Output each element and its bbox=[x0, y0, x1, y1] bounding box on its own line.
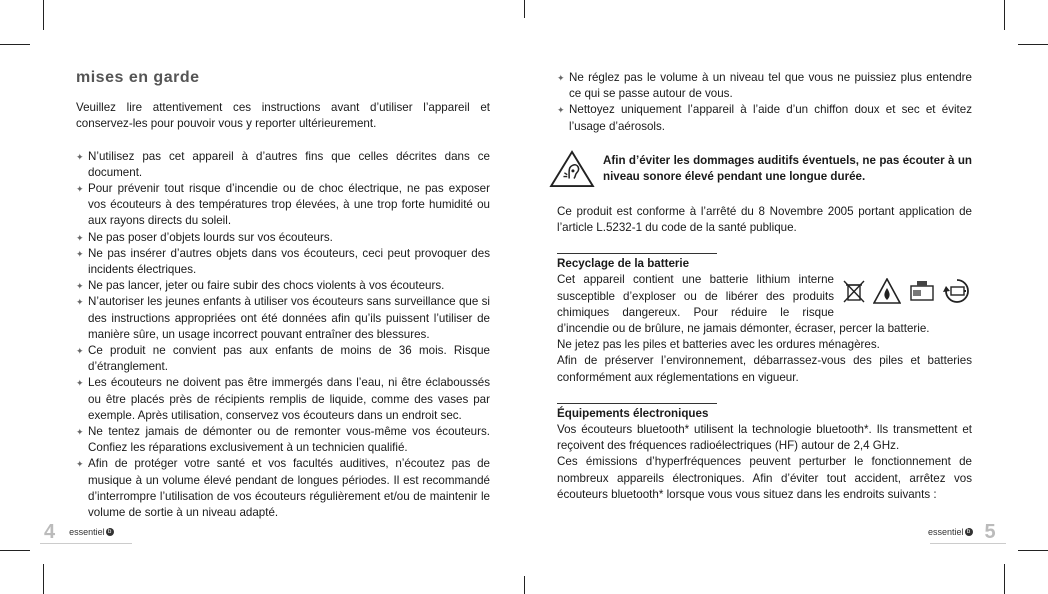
crop-mark bbox=[1018, 550, 1048, 551]
list-item: ✦ Ne réglez pas le volume à un niveau tel que vous ne puissiez plus entendre ce qui se passe autour de vous. bbox=[557, 71, 972, 101]
bullet-icon: ✦ bbox=[557, 73, 565, 83]
right-page bbox=[557, 70, 972, 503]
list-item: ✦ Ne tentez jamais de démonter ou de remonter vous-même vos écouteurs. Confiez les réparations exclusivement à un technicien qualifié. bbox=[76, 425, 490, 455]
bullet-icon: ✦ bbox=[76, 378, 84, 389]
warning-list-continued bbox=[557, 70, 972, 135]
battery-paragraph-2: Ne jetez pas les piles et batteries avec les ordures ménagères. bbox=[557, 338, 880, 352]
battery-symbol-icon bbox=[909, 278, 935, 304]
brand-logo-icon: b bbox=[106, 528, 114, 536]
list-item: ✦ Nettoyez uniquement l’appareil à l’aide d’un chiffon doux et sec et évitez l’usage d’aérosols. bbox=[557, 103, 972, 133]
bullet-icon: ✦ bbox=[76, 232, 84, 243]
brand-logo: essentiel b bbox=[928, 527, 973, 537]
list-item: ✦ Ce produit ne convient pas aux enfants de moins de 36 mois. Risque d’étranglement. bbox=[76, 344, 490, 374]
list-item: ✦ Afin de protéger votre santé et vos facultés auditives, n’écoutez pas de musique à un volume élevé pendant de longues périodes. Il est recommandé d’interrompre l’utilisation de vos écouteurs régulièrement et/ou de maintenir le volume de sortie à un niveau adapté. bbox=[76, 457, 490, 520]
intro-paragraph: Veuillez lire attentivement ces instructions avant d’utiliser l’appareil et conservez-les pour pouvoir vous y reporter ultérieurement. bbox=[76, 101, 490, 131]
recycle-battery-icon bbox=[942, 277, 972, 305]
brand-logo: essentiel b bbox=[69, 527, 114, 537]
bullet-icon: ✦ bbox=[76, 184, 84, 195]
bullet-icon: ✦ bbox=[76, 297, 84, 308]
crop-mark bbox=[43, 0, 44, 30]
battery-paragraph-3: Afin de préserver l’environnement, débarrassez-vous des piles et batteries conformément aux réglementations en vigueur. bbox=[557, 354, 972, 384]
bullet-icon: ✦ bbox=[76, 248, 84, 259]
crop-mark bbox=[524, 0, 525, 18]
crop-mark bbox=[524, 576, 525, 594]
crop-mark bbox=[0, 44, 30, 45]
crossed-bin-icon bbox=[842, 278, 866, 304]
warning-list bbox=[76, 149, 490, 522]
brand-logo-icon: b bbox=[965, 528, 973, 536]
bullet-icon: ✦ bbox=[557, 105, 565, 116]
page-footer-right bbox=[928, 520, 996, 543]
fire-warning-icon bbox=[873, 278, 901, 304]
bullet-icon: ✦ bbox=[76, 151, 84, 162]
page-title: mises en garde bbox=[76, 69, 200, 86]
bullet-icon: ✦ bbox=[76, 459, 84, 470]
list-item: ✦ N’autoriser les jeunes enfants à utiliser vos écouteurs sans surveillance que si des instructions appropriées ont été données afin qu’ils puissent l’utiliser de manière sûre, un usage incorrect pouvant entraîner des blessures. bbox=[76, 295, 490, 341]
electronics-heading: Équipements électroniques bbox=[557, 406, 709, 420]
electronics-paragraph-1: Vos écouteurs bluetooth* utilisent la technologie bluetooth*. Ils transmettent et reçoivent des fréquences radioélectriques (HF) autour de 2,4 GHz. bbox=[557, 423, 972, 453]
list-item: ✦ Pour prévenir tout risque d’incendie ou de choc électrique, ne pas exposer vos écouteurs à des températures trop élevées, à une trop forte humidité ou aux rayons directs du soleil. bbox=[76, 182, 490, 228]
list-item: ✦ N’utilisez pas cet appareil à d’autres fins que celles décrites dans ce document. bbox=[76, 149, 490, 179]
bullet-icon: ✦ bbox=[76, 346, 84, 357]
list-item: ✦ Ne pas insérer d’autres objets dans vos écouteurs, ceci peut provoquer des incidents électriques. bbox=[76, 246, 490, 277]
page-number: 5 bbox=[984, 520, 996, 543]
hearing-warning-text: Afin d’éviter les dommages auditifs éventuels, ne pas écouter à un niveau sonore élevé pendant une longue durée. bbox=[603, 153, 972, 183]
section-rule bbox=[557, 403, 717, 404]
crop-mark bbox=[1004, 564, 1005, 594]
crop-mark bbox=[0, 550, 30, 551]
list-item: ✦ Les écouteurs ne doivent pas être immergés dans l’eau, ni être éclaboussés ou être placés près de récipients remplis de liquide, comme des vases par exemple. Après utilisation, conservez vos écouteurs dans un endroit sec. bbox=[76, 376, 490, 422]
page-number: 4 bbox=[44, 520, 56, 543]
battery-heading: Recyclage de la batterie bbox=[557, 257, 690, 271]
section-rule bbox=[557, 253, 717, 254]
hearing-warning-icon bbox=[547, 150, 597, 188]
crop-mark bbox=[1004, 0, 1005, 30]
left-page bbox=[76, 70, 490, 521]
crop-mark bbox=[1018, 44, 1048, 45]
conformity-paragraph: Ce produit est conforme à l’arrêté du 8 Novembre 2005 portant application de l’article L.5232-1 du code de la santé publique. bbox=[557, 204, 972, 235]
page-footer-left bbox=[44, 520, 114, 543]
battery-section bbox=[557, 272, 972, 385]
bullet-icon: ✦ bbox=[76, 281, 84, 292]
recycling-icons bbox=[842, 274, 972, 308]
electronics-paragraph-2: Ces émissions d’hyperfréquences peuvent perturber le fonctionnement de nombreux appareils électroniques. Afin d’éviter tout accident, arrêtez vos écouteurs bluetooth* lorsque vous vous situez dans les endroits suivants : bbox=[557, 455, 972, 501]
crop-mark bbox=[43, 564, 44, 594]
battery-paragraph: Cet appareil contient une batterie lithium interne susceptible d’exploser ou de libérer des produits chimiques dangereux. Pour réduire le risque d’incendie ou de brûlure, ne jamais démonter, écraser, percer la batterie. bbox=[557, 273, 930, 336]
list-item: ✦ Ne pas lancer, jeter ou faire subir des chocs violents à vos écouteurs. bbox=[76, 278, 490, 294]
list-item: ✦ Ne pas poser d’objets lourds sur vos écouteurs. bbox=[76, 230, 490, 246]
hearing-warning-box bbox=[557, 150, 972, 188]
bullet-icon: ✦ bbox=[76, 427, 84, 438]
